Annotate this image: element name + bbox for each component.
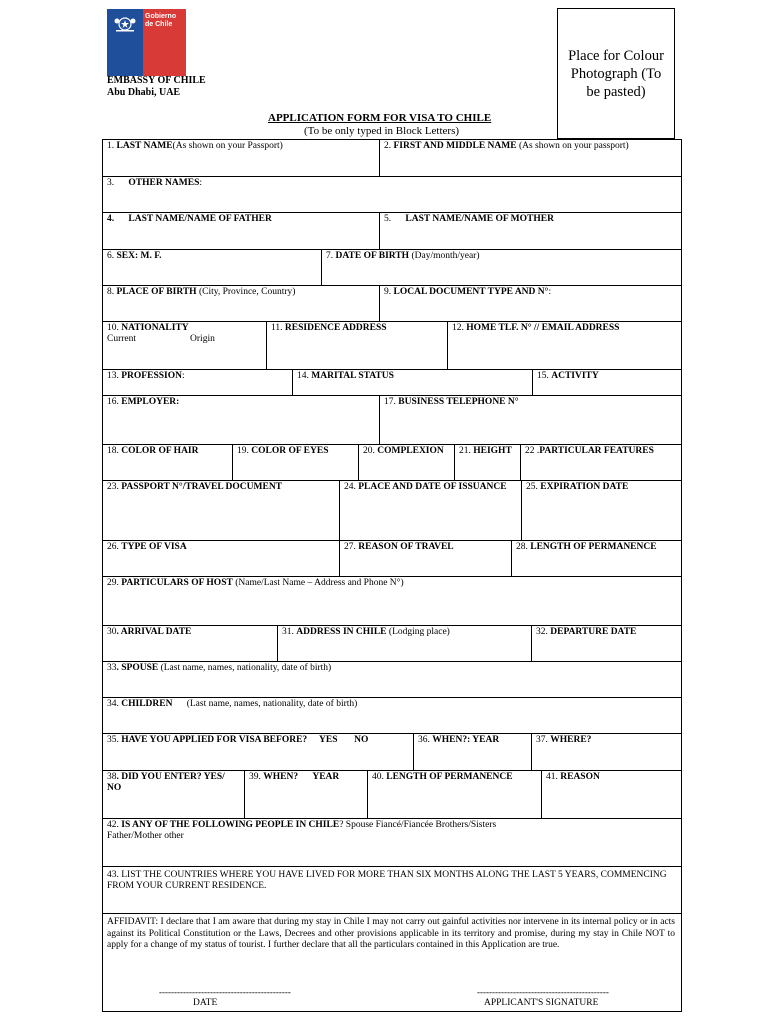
date-of-birth-field[interactable]: 7. DATE OF BIRTH (Day/month/year): [321, 250, 681, 286]
local-document-field[interactable]: 9. LOCAL DOCUMENT TYPE AND N°:: [379, 286, 681, 322]
height-field[interactable]: 21. HEIGHT: [454, 445, 520, 481]
reason-of-travel-field[interactable]: 27. REASON OF TRAVEL: [339, 541, 511, 577]
applied-before-yes[interactable]: YES: [319, 735, 338, 745]
form-row-17: [103, 770, 681, 819]
form-row-14: [103, 661, 681, 698]
form-row-9: [103, 444, 681, 481]
nationality-current: Current: [107, 334, 137, 344]
form-row-11: [103, 540, 681, 577]
logo-text: Gobierno de Chile: [145, 13, 177, 28]
color-of-eyes-field[interactable]: 19. COLOR OF EYES: [232, 445, 358, 481]
nationality-origin: Origin: [190, 334, 215, 344]
applied-before-no[interactable]: NO: [354, 735, 369, 745]
home-phone-email-field[interactable]: 12. HOME TLF. N° // EMAIL ADDRESS: [447, 322, 681, 370]
marital-status-field[interactable]: 14. MARITAL STATUS: [292, 370, 532, 396]
form-row-7: [103, 369, 681, 396]
form-row-13: [103, 625, 681, 662]
host-particulars-field[interactable]: 29. PARTICULARS OF HOST (Name/Last Name – Address and Phone N°): [107, 578, 404, 588]
profession-field[interactable]: 13. PROFESSION:: [107, 371, 185, 381]
visa-application-form: [102, 139, 682, 1012]
place-of-birth-field[interactable]: 8. PLACE OF BIRTH (City, Province, Country): [107, 287, 296, 297]
place-date-issuance-field[interactable]: 24. PLACE AND DATE OF ISSUANCE: [339, 481, 521, 541]
activity-field[interactable]: 15. ACTIVITY: [532, 370, 681, 396]
date-label: DATE: [193, 998, 218, 1008]
departure-date-field[interactable]: 32. DEPARTURE DATE: [531, 626, 681, 662]
form-row-5: [103, 285, 681, 322]
gobierno-de-chile-logo: [107, 9, 186, 76]
other-names-field[interactable]: 3. OTHER NAMES:: [107, 178, 203, 188]
form-row-4: [103, 249, 681, 286]
father-name-field[interactable]: 4. LAST NAME/NAME OF FATHER: [107, 214, 272, 224]
form-row-15: [103, 697, 681, 734]
nationality-field[interactable]: 10. NATIONALITY Current Origin: [107, 323, 215, 344]
photo-placeholder[interactable]: [557, 8, 675, 139]
when-entered-field[interactable]: 39. WHEN? YEAR: [244, 771, 367, 819]
embassy-name: EMBASSY OF CHILE: [107, 75, 206, 86]
spouse-field[interactable]: 33. SPOUSE (Last name, names, nationality, date of birth): [107, 663, 332, 673]
residence-address-field[interactable]: 11. RESIDENCE ADDRESS: [266, 322, 447, 370]
applied-before-field[interactable]: 35. HAVE YOU APPLIED FOR VISA BEFORE? YES NO: [107, 735, 369, 745]
business-telephone-field[interactable]: 17. BUSINESS TELEPHONE N°: [379, 396, 681, 445]
form-row-16: [103, 733, 681, 771]
form-subtitle: (To be only typed in Block Letters): [304, 125, 460, 137]
particular-features-field[interactable]: 22 .PARTICULAR FEATURES: [520, 445, 681, 481]
passport-number-field[interactable]: 23. PASSPORT N°/TRAVEL DOCUMENT: [107, 482, 283, 492]
color-of-hair-field[interactable]: 18. COLOR OF HAIR: [107, 446, 199, 456]
photo-placeholder-text: Place for Colour Photograph (To be pasted): [568, 47, 664, 100]
length-of-stay-field[interactable]: 40. LENGTH OF PERMANENCE: [367, 771, 541, 819]
form-row-18: [103, 818, 681, 867]
last-name-field[interactable]: 1. LAST NAME(As shown on your Passport): [107, 141, 283, 151]
first-middle-name-field[interactable]: 2. FIRST AND MIDDLE NAME (As shown on your passport): [379, 140, 681, 176]
length-of-permanence-field[interactable]: 28. LENGTH OF PERMANENCE: [511, 541, 681, 577]
form-row-1: [103, 140, 681, 176]
form-row-8: [103, 395, 681, 445]
address-in-chile-field[interactable]: 31. ADDRESS IN CHILE (Lodging place): [277, 626, 531, 662]
reason-field[interactable]: 41. REASON: [541, 771, 681, 819]
where-field[interactable]: 37. WHERE?: [531, 734, 681, 771]
form-row-6: [103, 321, 681, 370]
form-title: APPLICATION FORM FOR VISA TO CHILE: [268, 112, 492, 124]
form-row-19: [103, 866, 681, 914]
form-row-3: [103, 212, 681, 250]
embassy-city: Abu Dhabi, UAE: [107, 87, 181, 98]
complexion-field[interactable]: 20. COMPLEXION: [358, 445, 454, 481]
when-year-field[interactable]: 36. WHEN?: YEAR: [413, 734, 531, 771]
expiration-date-field[interactable]: 25. EXPIRATION DATE: [521, 481, 681, 541]
relatives-in-chile-field[interactable]: 42. IS ANY OF THE FOLLOWING PEOPLE IN CHILE? Spouse Fiancé/Fiancée Brothers/Sisters Father/Mother other: [107, 820, 497, 841]
date-signature-line: --------------------------------------------: [159, 987, 291, 997]
form-row-2: [103, 176, 681, 213]
applicant-signature-line[interactable]: --------------------------------------------: [477, 987, 609, 997]
employer-field[interactable]: 16. EMPLOYER:: [107, 397, 180, 407]
affidavit-text: AFFIDAVIT: I declare that I am aware that during my stay in Chile I may not carry out gainful activities nor intervene in its internal policy or in acts against its Political Constitution or the Laws, Decrees and other provisions applicable in its territory and promise, during my stay in Chile NOT to apply for a change of my status of tourist. I further declare that all the particulars contained in this Application are true.: [107, 917, 675, 950]
embassy-address: [107, 75, 206, 99]
affidavit-section: [103, 913, 681, 1011]
arrival-date-field[interactable]: 30. ARRIVAL DATE: [107, 627, 192, 637]
mother-name-field[interactable]: 5. LAST NAME/NAME OF MOTHER: [379, 213, 681, 250]
sex-field[interactable]: 6. SEX: M. F.: [107, 251, 162, 261]
coat-of-arms-icon: [113, 13, 137, 33]
applicant-signature-label: APPLICANT'S SIGNATURE: [484, 998, 599, 1008]
countries-lived-field[interactable]: 43. LIST THE COUNTRIES WHERE YOU HAVE LIVED FOR MORE THAN SIX MONTHS ALONG THE LAST 5 YEARS, COMMENCING FROM YOUR CURRENT RESIDENCE.: [107, 870, 667, 891]
type-of-visa-field[interactable]: 26. TYPE OF VISA: [107, 542, 187, 552]
children-field[interactable]: 34. CHILDREN (Last name, names, nationality, date of birth): [107, 699, 358, 709]
did-you-enter-field[interactable]: 38. DID YOU ENTER? YES/ NO: [107, 772, 225, 793]
form-row-10: [103, 480, 681, 541]
form-row-12: [103, 576, 681, 626]
